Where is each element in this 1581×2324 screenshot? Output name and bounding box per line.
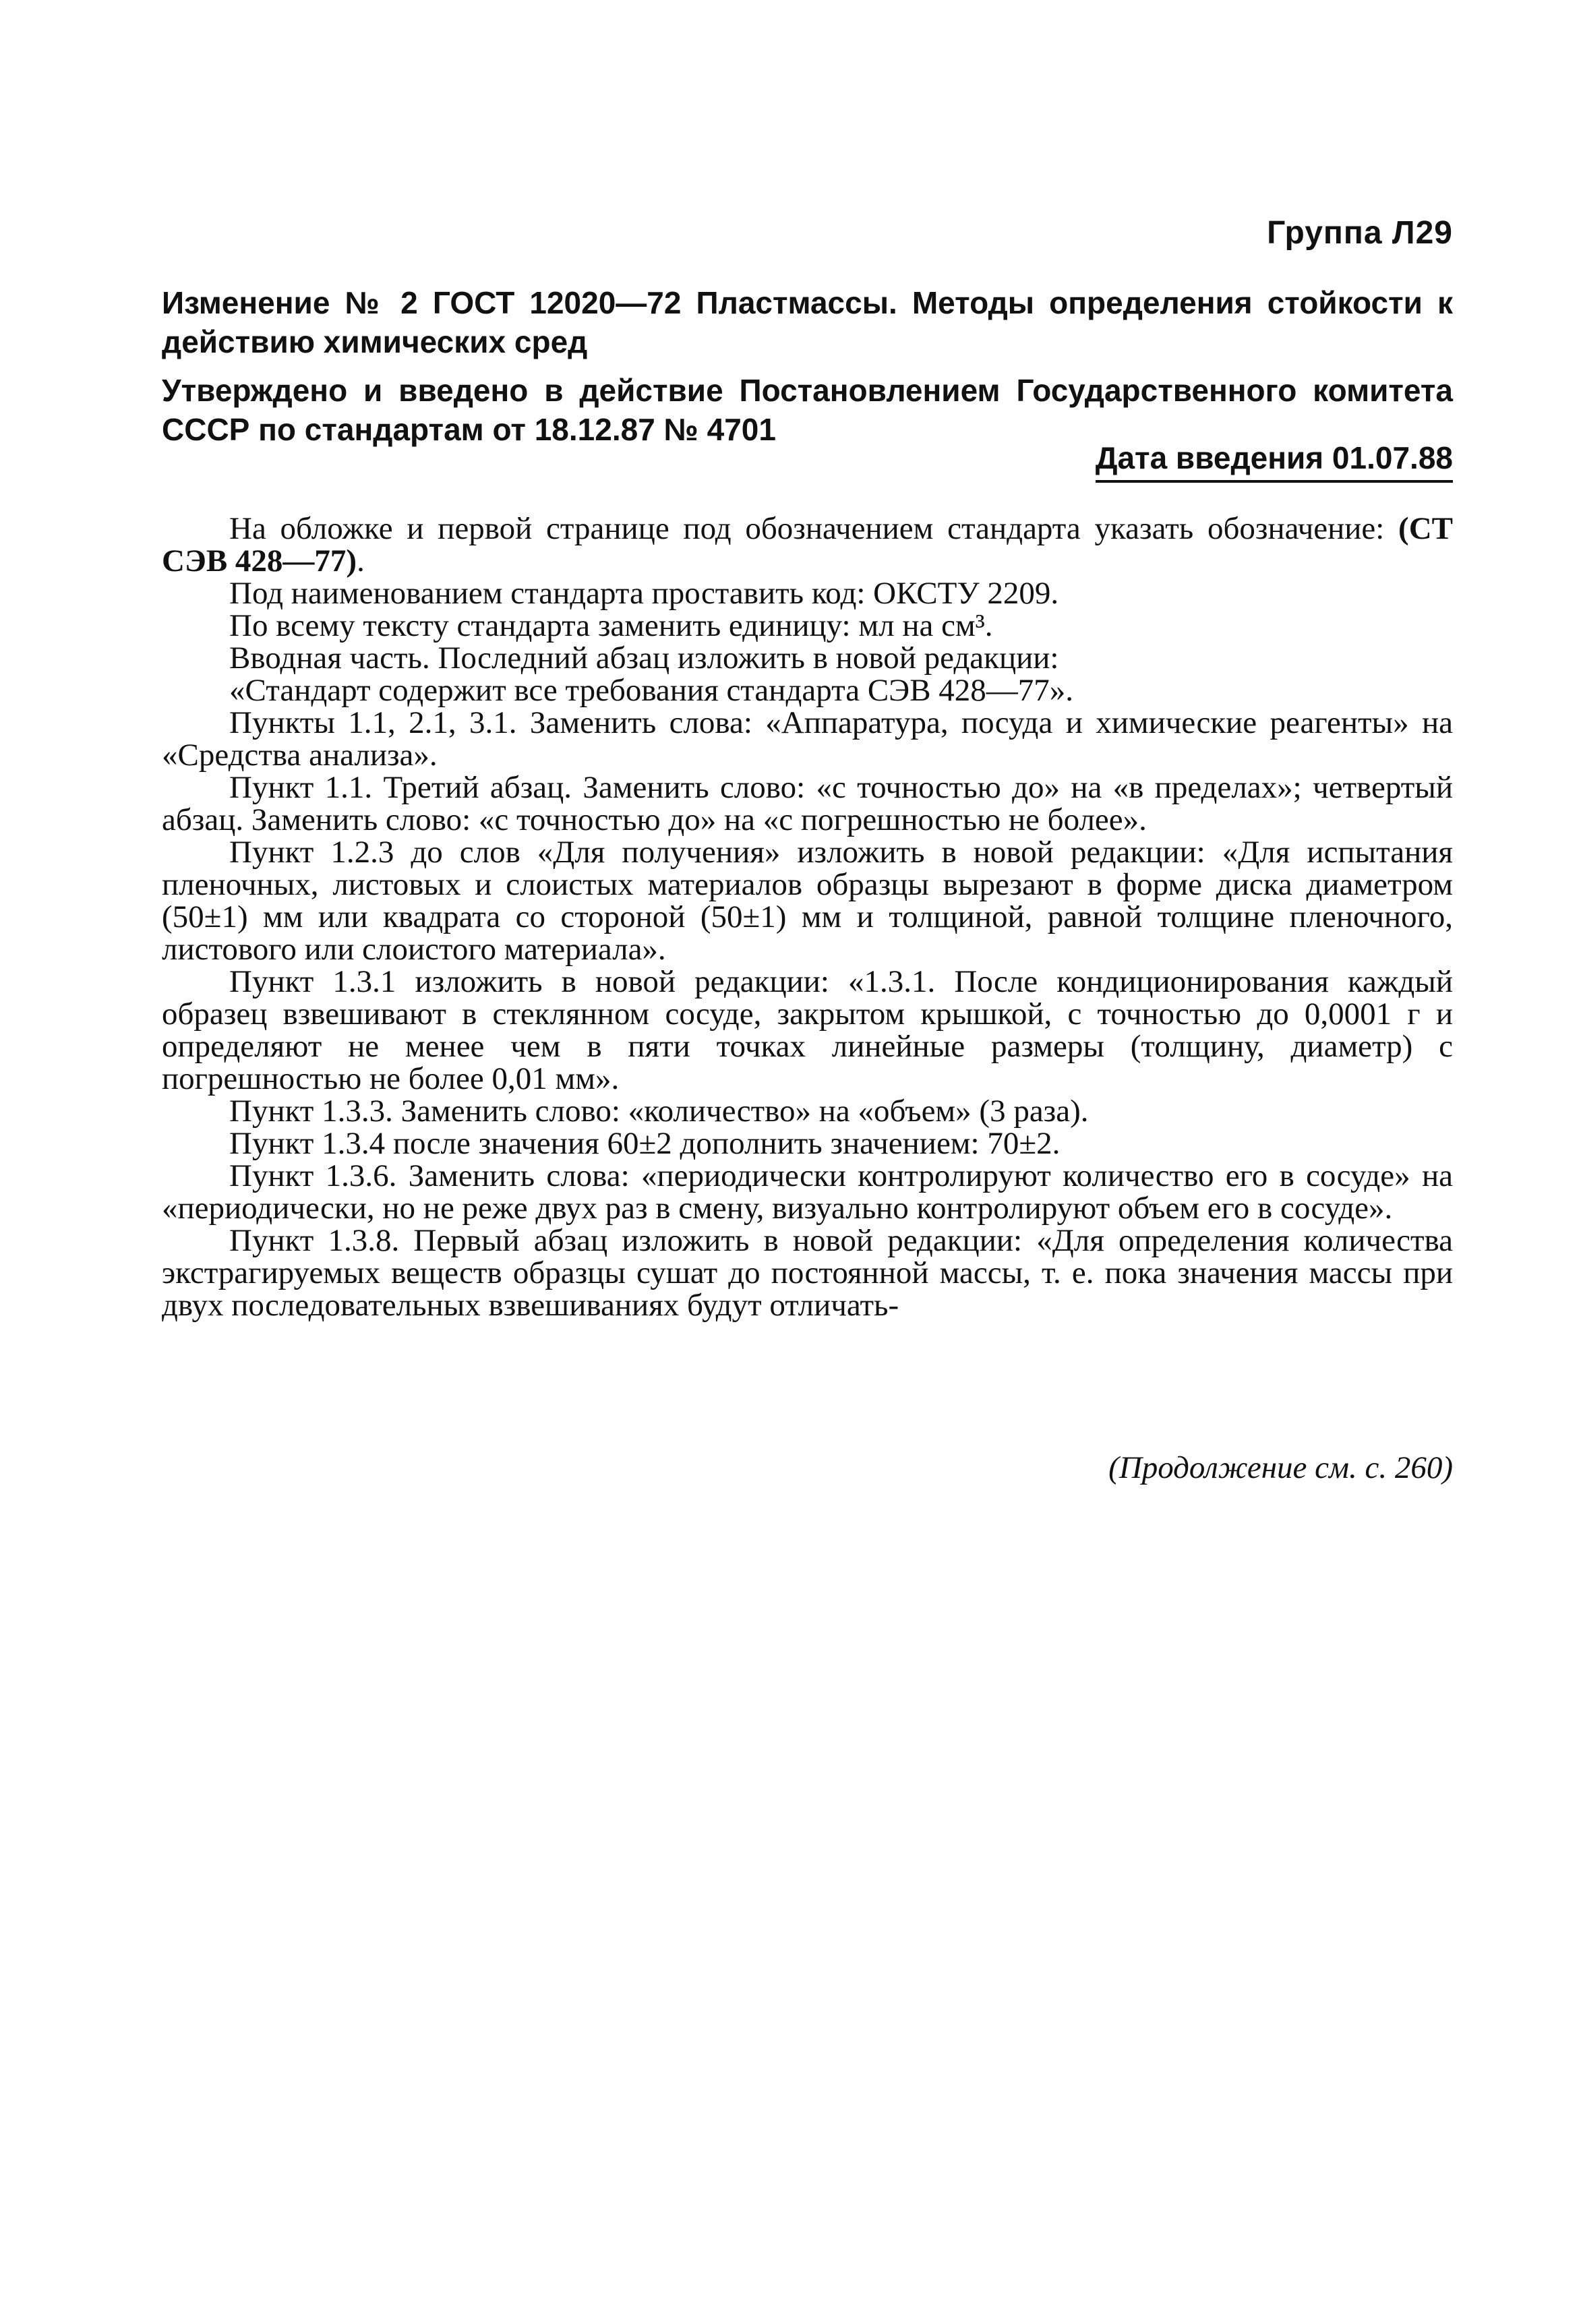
paragraph: Под наименованием стандарта проставить код: ОКСТУ 2209. [229,576,1059,611]
amendment-title: Изменение № 2 ГОСТ 12020—72 Пластмассы. Методы определения стойкости к действию химических сред [162,285,1453,359]
paragraph: Пункт 1.2.3 до слов «Для получения» изложить в новой редакции: «Для испытания пленочных, листовых и слоистых материалов образцы вырезают в форме диска диаметром (50±1) мм или квадрата со стороной (50±1) мм и толщиной, равной толщине пленочного, листового или слоистого материала». [162,835,1453,967]
paragraph: Пункт 1.1. Третий абзац. Заменить слово: «с точностью до» на «в пределах»; четвертый абзац. Заменить слово: «с точностью до» на «с погрешностью не более». [162,770,1453,837]
paragraph: Пункт 1.3.1 изложить в новой редакции: «1.3.1. После кондиционирования каждый образец взвешивают в стеклянном сосуде, закрытом крышкой, с точностью до 0,0001 г и определяют не менее чем в пяти точках линейные размеры (толщину, диаметр) с погрешностью не более 0,01 мм». [162,964,1453,1096]
paragraph [162,512,1453,577]
paragraph: Пункт 1.3.3. Заменить слово: «количество» на «объем» (3 раза). [229,1094,1089,1129]
paragraph: Пункт 1.3.4 после значения 60±2 дополнить значением: 70±2. [229,1126,1061,1161]
paragraph: Вводная часть. Последний абзац изложить в новой редакции: [229,640,1059,676]
standard-designation: (СТ СЭВ 428—77) [162,511,1453,578]
approval-statement: Утверждено и введено в действие Постановлением Государственного комитета СССР по стандартам от 18.12.87 № 4701 [162,373,1453,447]
paragraph: «Стандарт содержит все требования стандарта СЭВ 428—77». [229,673,1074,708]
paragraph: Пункт 1.3.8. Первый абзац изложить в новой редакции: «Для определения количества экстрагируемых веществ образцы сушат до постоянной массы, т. е. пока значения массы при двух последовательных взвешиваниях будут отличать- [162,1223,1453,1323]
body-text [162,512,1453,1321]
paragraph: Пункты 1.1, 2.1, 3.1. Заменить слова: «Аппаратура, посуда и химические реагенты» на «Средства анализа». [162,705,1453,773]
continuation-note: (Продолжение см. с. 260) [1108,1450,1453,1485]
paragraph-text-end: . [357,543,365,578]
paragraph: Пункт 1.3.6. Заменить слова: «периодически контролируют количество его в сосуде» на «периодически, но не реже двух раз в смену, визуально контролируют объем его в сосуде». [162,1158,1453,1226]
paragraph-text: На обложке и первой странице под обозначением стандарта указать обозначение: [229,511,1399,546]
paragraph: По всему тексту стандарта заменить единицу: мл на см³. [229,608,993,643]
group-label: Группа Л29 [1267,215,1453,251]
effective-date: Дата введения 01.07.88 [1096,438,1453,483]
